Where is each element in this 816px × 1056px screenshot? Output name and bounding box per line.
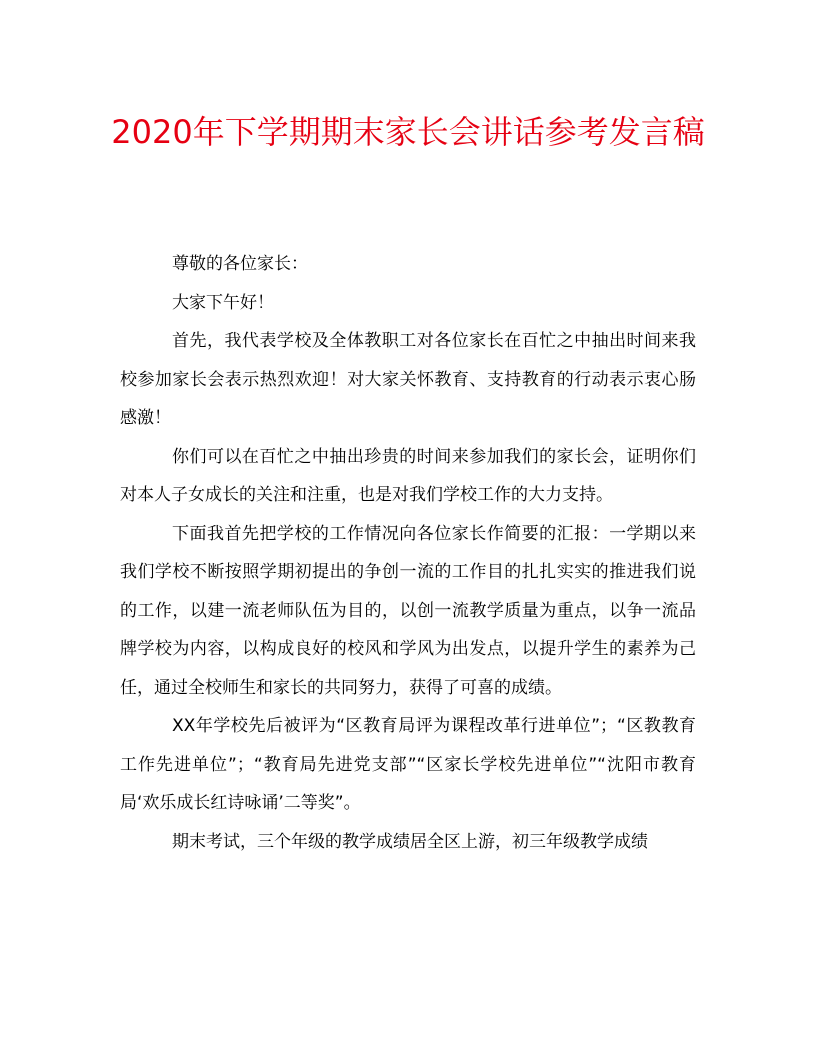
document-body xyxy=(120,245,696,861)
paragraph-exam-results: 期末考试，三个年级的教学成绩居全区上游，初三年级教学成绩 xyxy=(172,831,648,852)
salutation-line: 大家下午好！ xyxy=(172,292,274,313)
document-title: 2020年下学期期末家长会讲话参考发言稿 xyxy=(111,113,705,151)
paragraph-thanks: 你们可以在百忙之中抽出珍贵的时间来参加我们的家长会，证明你们对本人子女成长的关注和注重，也是对我们学校工作的大力支持。 xyxy=(120,446,696,505)
paragraph-welcome: 首先，我代表学校及全体教职工对各位家长在百忙之中抽出时间来我校参加家长会表示热烈欢迎！对大家关怀教育、支持教育的行动表示衷心肠感激！ xyxy=(120,331,696,428)
paragraph-awards: XX年学校先后被评为“区教育局评为课程改革行进单位”；“区教教育工作先进单位”；“教育局先进党支部”“区家长学校先进单位”“沈阳市教育局‘欢乐成长红诗咏诵’二等奖”。 xyxy=(120,716,696,813)
paragraph-report: 下面我首先把学校的工作情况向各位家长作简要的汇报：一学期以来我们学校不断按照学期初提出的争创一流的工作目的扎扎实实的推进我们说的工作，以建一流老师队伍为目的，以创一流教学质量为重点，以争一流品牌学校为内容，以构成良好的校风和学风为出发点，以提升学生的素养为己任，通过全校师生和家长的共同努力，获得了可喜的成绩。 xyxy=(120,523,696,698)
greeting-line: 尊敬的各位家长： xyxy=(172,254,308,274)
